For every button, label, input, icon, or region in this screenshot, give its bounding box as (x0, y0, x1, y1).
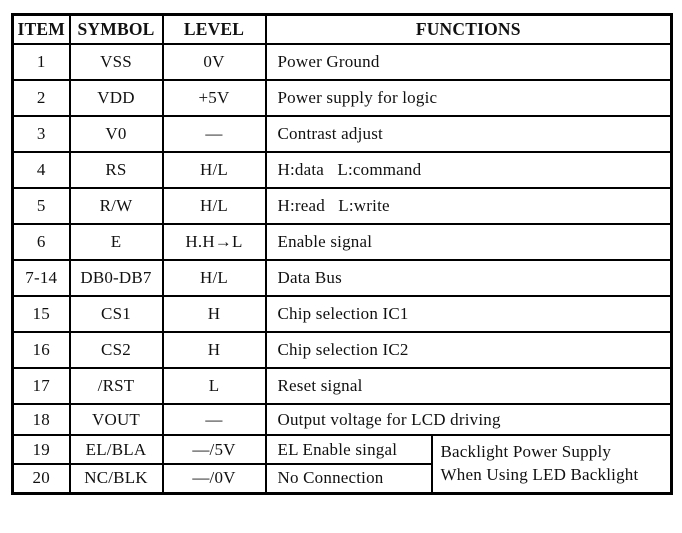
symbol-cell: CS2 (70, 332, 163, 368)
item-cell: 7-14 (13, 260, 70, 296)
item-cell: 1 (13, 44, 70, 80)
level-cell: H/L (163, 152, 266, 188)
table-row (13, 296, 672, 332)
symbol-cell: DB0-DB7 (70, 260, 163, 296)
item-cell: 4 (13, 152, 70, 188)
symbol-cell: VOUT (70, 404, 163, 435)
function-cell: Chip selection IC1 (266, 296, 672, 332)
symbol-cell: V0 (70, 116, 163, 152)
item-cell: 3 (13, 116, 70, 152)
item-cell: 2 (13, 80, 70, 116)
table-row (13, 404, 672, 435)
level-cell: —/5V (163, 435, 266, 464)
level-cell: L (163, 368, 266, 404)
item-cell: 5 (13, 188, 70, 224)
symbol-cell: R/W (70, 188, 163, 224)
function-cell: Power Ground (266, 44, 672, 80)
function-cell: No Connection (266, 464, 432, 493)
function-cell: Output voltage for LCD driving (266, 404, 672, 435)
symbol-cell: RS (70, 152, 163, 188)
function-cell: H:read L:write (266, 188, 672, 224)
level-cell: 0V (163, 44, 266, 80)
item-cell: 18 (13, 404, 70, 435)
table-row (13, 260, 672, 296)
function-cell: Enable signal (266, 224, 672, 260)
level-cell: H (163, 296, 266, 332)
table-row (13, 188, 672, 224)
function-cell: Power supply for logic (266, 80, 672, 116)
symbol-cell: /RST (70, 368, 163, 404)
level-cell: H (163, 332, 266, 368)
level-cell: H.H→L (163, 224, 266, 260)
table-row (13, 80, 672, 116)
table-row (13, 224, 672, 260)
table-row (13, 332, 672, 368)
table-row (13, 44, 672, 80)
table-row (13, 116, 672, 152)
function-cell: H:data L:command (266, 152, 672, 188)
symbol-cell: VDD (70, 80, 163, 116)
item-cell: 17 (13, 368, 70, 404)
item-cell: 15 (13, 296, 70, 332)
backlight-note-line2: When Using LED Backlight (440, 464, 639, 484)
symbol-cell: NC/BLK (70, 464, 163, 493)
header-row (13, 15, 672, 45)
level-cell: H/L (163, 188, 266, 224)
item-cell: 20 (13, 464, 70, 493)
function-cell: Data Bus (266, 260, 672, 296)
header-functions: FUNCTIONS (266, 15, 672, 45)
item-cell: 6 (13, 224, 70, 260)
level-cell: H/L (163, 260, 266, 296)
table-row (13, 368, 672, 404)
backlight-note-line1: Backlight Power Supply (440, 441, 612, 461)
function-cell: EL Enable singal (266, 435, 432, 464)
level-cell: — (163, 116, 266, 152)
function-cell: Chip selection IC2 (266, 332, 672, 368)
header-level: LEVEL (163, 15, 266, 45)
symbol-cell: VSS (70, 44, 163, 80)
backlight-note-cell (432, 435, 672, 493)
table-row (13, 152, 672, 188)
function-cell: Contrast adjust (266, 116, 672, 152)
table-row (13, 435, 672, 464)
symbol-cell: CS1 (70, 296, 163, 332)
level-cell: +5V (163, 80, 266, 116)
symbol-cell: EL/BLA (70, 435, 163, 464)
item-cell: 16 (13, 332, 70, 368)
symbol-cell: E (70, 224, 163, 260)
item-cell: 19 (13, 435, 70, 464)
pin-function-table (11, 13, 673, 495)
header-symbol: SYMBOL (70, 15, 163, 45)
level-cell: — (163, 404, 266, 435)
level-cell: —/0V (163, 464, 266, 493)
header-item: ITEM (13, 15, 70, 45)
function-cell: Reset signal (266, 368, 672, 404)
